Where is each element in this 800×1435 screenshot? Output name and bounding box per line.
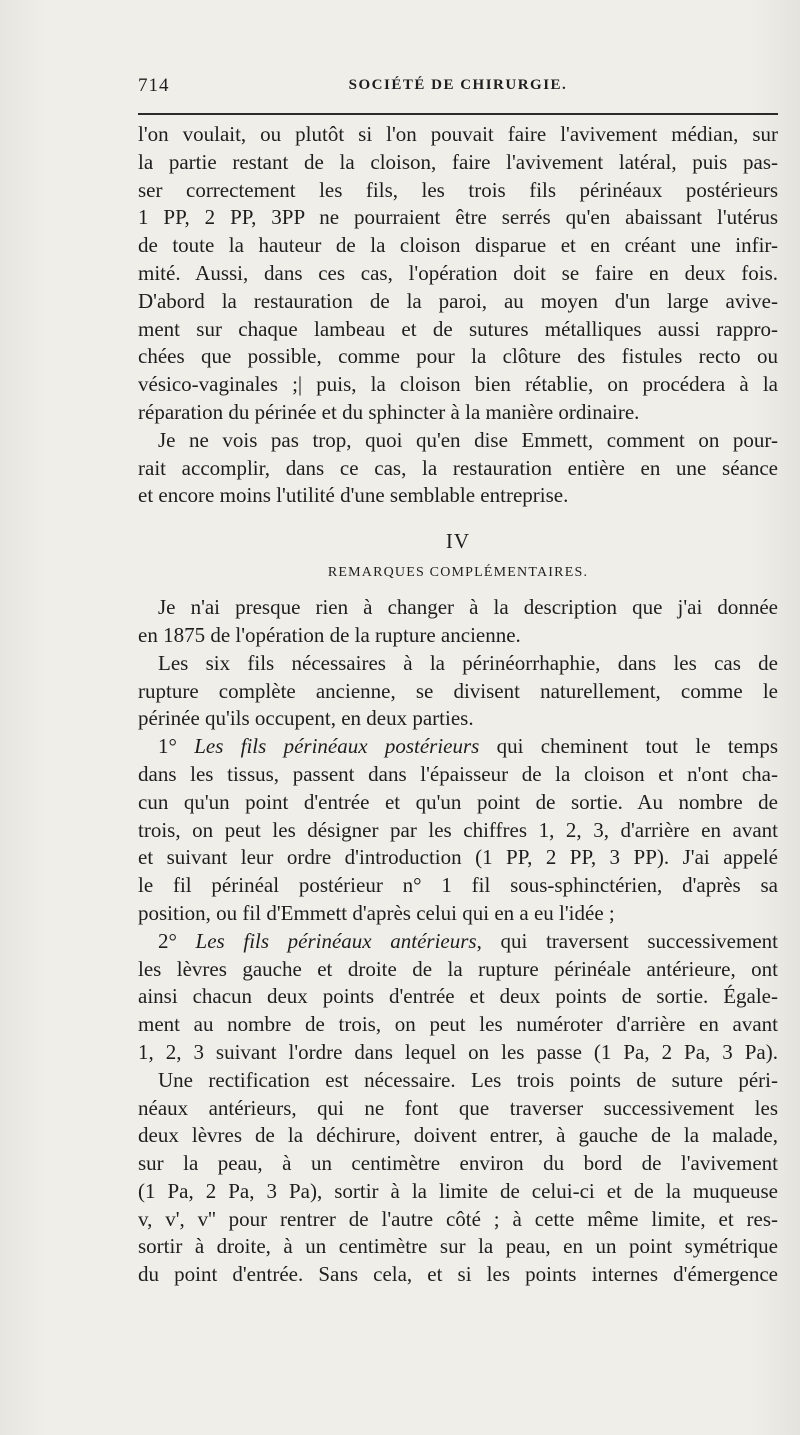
text-line: vésico-vaginales ;| puis, la cloison bien rétablie, on procédera à la [138,372,778,397]
text-line: 1, 2, 3 suivant l'ordre dans lequel on les passe (1 Pa, 2 Pa, 3 Pa). [138,1039,778,1064]
list-marker: 1° [158,734,195,759]
text-line: mité. Aussi, dans ces cas, l'opération doit se faire en deux fois. [138,260,778,285]
text-line: trois, on peut les désigner par les chiffres 1, 2, 3, d'arrière en avant [138,817,778,842]
text-line: périnée qu'ils occupent, en deux parties. [138,706,474,731]
text-line: position, ou fil d'Emmett d'après celui qui en a eu l'idée ; [138,900,615,925]
text-line: néaux antérieurs, qui ne font que traverser successivement les [138,1095,778,1120]
text-line: ser correctement les fils, les trois fils périnéaux postérieurs [138,177,778,202]
text-line: D'abord la restauration de la paroi, au moyen d'un large avive- [138,288,778,313]
italic-term: Les fils périnéaux antérieurs [195,928,477,953]
section-title: REMARQUES COMPLÉMENTAIRES. [327,565,589,581]
text-line: en 1875 de l'opération de la rupture ancienne. [138,622,521,647]
text-line: la partie restant de la cloison, faire l'avivement latéral, puis pas- [138,149,778,174]
header-rule [138,113,778,115]
text-line: rait accomplir, dans ce cas, la restauration entière en une séance [138,455,778,480]
running-head: SOCIÉTÉ DE CHIRURGIE. [348,77,568,93]
text-line: sortir à droite, à un centimètre sur la peau, en un point symétrique [138,1234,778,1259]
text-line: (1 Pa, 2 Pa, 3 Pa), sortir à la limite de celui-ci et de la muqueuse [138,1178,778,1203]
text-line: chées que possible, comme pour la clôture des fistules recto ou [138,344,778,369]
text-line: dans les tissus, passent dans l'épaisseur de la cloison et n'ont cha- [138,761,778,786]
text-line: sur la peau, à un centimètre environ du bord de l'avivement [138,1151,778,1176]
text-line: Je n'ai presque rien à changer à la description que j'ai donnée [158,595,778,620]
text-line [138,733,778,761]
text-line: le fil périnéal postérieur n° 1 fil sous-sphinctérien, d'après sa [138,873,778,898]
text-line: l'on voulait, ou plutôt si l'on pouvait faire l'avivement médian, sur [138,122,778,146]
text-line: 1 PP, 2 PP, 3PP ne pourraient être serrés qu'en abaissant l'utérus [138,205,778,230]
text-line: deux lèvres de la déchirure, doivent entrer, à gauche de la malade, [138,1123,778,1148]
text-line: v, v', v'' pour rentrer de l'autre côté ; à cette même limite, et res- [138,1206,778,1231]
text-line: et suivant leur ordre d'introduction (1 PP, 2 PP, 3 PP). J'ai appelé [138,845,778,870]
text-fragment: , qui traversent successivement [476,928,778,953]
section-gap [138,510,778,524]
text-line: ainsi chacun deux points d'entrée et deux points de sortie. Égale- [138,984,778,1009]
page-header [138,75,778,107]
text-line: ment au nombre de trois, on peut les numéroter d'arrière en avant [138,1012,778,1037]
text-line [138,928,778,956]
text-line: et encore moins l'utilité d'une semblable entreprise. [138,483,569,508]
text-line: Une rectification est nécessaire. Les trois points de suture péri- [158,1067,778,1092]
text-line: du point d'entrée. Sans cela, et si les points internes d'émergence [138,1262,778,1287]
page-number: 714 [138,75,170,96]
text-line: ment sur chaque lambeau et de sutures métalliques aussi rappro- [138,316,778,341]
text-line: de toute la hauteur de la cloison disparue et en créant une infir- [138,233,778,258]
body-text [138,121,778,1289]
text-line: Les six fils nécessaires à la périnéorrhaphie, dans les cas de [158,650,778,675]
text-fragment: qui cheminent tout le temps [479,734,778,759]
text-line: cun qu'un point d'entrée et qu'un point de sortie. Au nombre de [138,789,778,814]
list-marker: 2° [158,928,196,953]
section-number: IV [445,529,471,554]
text-line: rupture complète ancienne, se divisent naturellement, comme le [138,678,778,703]
italic-term: Les fils périnéaux postérieurs [194,734,480,759]
text-line: Je ne vois pas trop, quoi qu'en dise Emmett, comment on pour- [158,427,778,452]
text-line: réparation du périnée et du sphincter à la manière ordinaire. [138,399,640,424]
text-line: les lèvres gauche et droite de la rupture périnéale antérieure, ont [138,956,778,981]
